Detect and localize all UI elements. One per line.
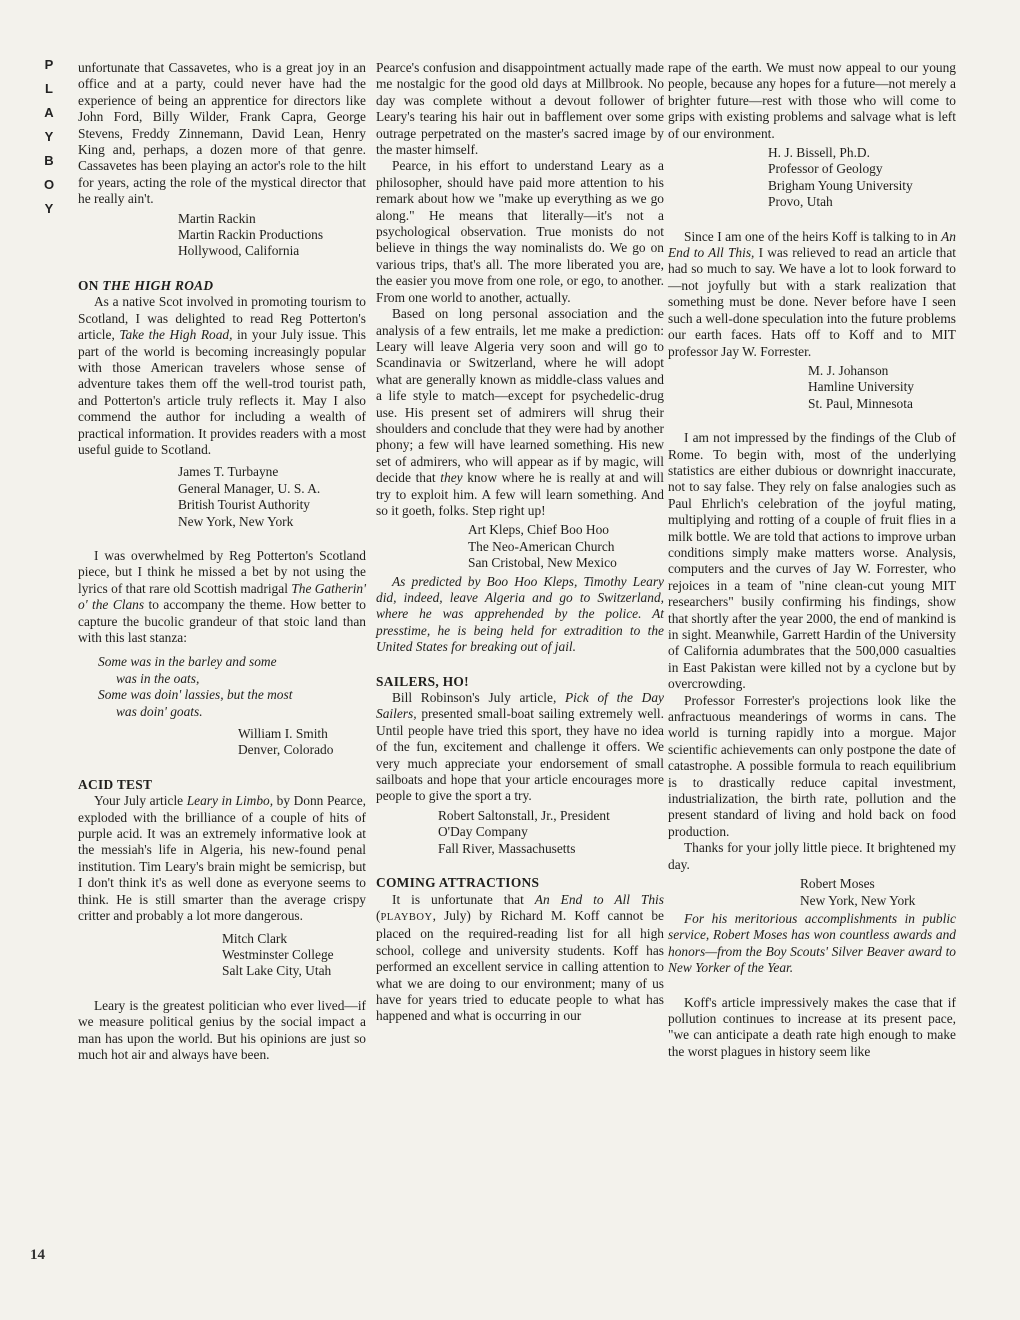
section-heading: ACID TEST <box>78 776 153 792</box>
masthead-letter: P <box>44 57 54 72</box>
signature-name: Mitch Clark <box>222 930 288 946</box>
letter-continuation: rape of the earth. We must now appeal to our young people, because any hopes for a future—not merely a brighter future—rest with those who will come to grips with existing problems and salvage what is left of our environment. <box>668 60 956 141</box>
signature-line: San Cristobal, New Mexico <box>468 555 617 571</box>
editor-note: For his meritorious accomplishments in public service, Robert Moses has won countless awards and honors—from the Boy Scouts' Silver Beaver award to New Yorker of the Year. <box>668 910 956 976</box>
signature-line: Hamline University <box>808 379 914 395</box>
letter-paragraph: Koff's article impressively makes the case that if pollution continues to increase at its present pace, "we can anticipate a death rate high enough to make the worst plagues in history seem like <box>668 994 956 1059</box>
signature-line: New York, New York <box>800 892 916 908</box>
signature-line: New York, New York <box>178 513 294 529</box>
letter-continuation: Pearce's confusion and disappointment actually made me nostalgic for the good old days at Millbrook. No day was complete without a devout follower of Leary's tearing his hair out in bafflement over some outrage perpetrated on the master's sacred image by the master himself. <box>376 60 664 158</box>
masthead-letter: O <box>43 177 55 192</box>
signature-line: St. Paul, Minnesota <box>808 395 913 411</box>
signature <box>376 808 664 857</box>
signature-line: Denver, Colorado <box>238 742 334 758</box>
signature-line: Fall River, Massachusetts <box>438 840 576 856</box>
letter-paragraph: Based on long personal association and the analysis of a few entrails, let me make a prediction: Leary will leave Algeria very soon and will go to Scandinavia or Switzerland, where he will adopt what are generally known as middle-class values and a life style to match—except for psychedelic-drug use. His present set of admirers will shrug their shoulders and conclude that they were had by another phony; a few will have learned something. His new set of admirers, who will appear as if by magic, will decide that they know where he is really at and will try to exploit him. A few will learn something. And so it goeth, folks. Step right up! <box>376 306 665 518</box>
verse-line: Some was in the barley and some <box>98 654 277 670</box>
signature <box>78 726 366 759</box>
signature <box>668 363 956 412</box>
masthead-letter: L <box>45 81 53 96</box>
column-2 <box>376 60 664 1025</box>
masthead-letter: B <box>44 153 54 168</box>
signature-line: Professor of Geology <box>768 161 883 177</box>
letter-paragraph: Since I am one of the heirs Koff is talking to in An End to All This, I was relieved to read an article that had so much to say. We have a lot to look forward to—not joyfully but with a stark realization that something must be done. Never before have I seen such a well-done speculation into the future problems our earth faces. Hats off to Koff and to MIT professor Jay W. Forrester. <box>668 228 956 359</box>
magazine-name: PLAYBOY <box>380 911 433 923</box>
page-number: 14 <box>30 1247 45 1263</box>
letter-paragraph: Professor Forrester's projections look like the anfractuous meanderings of worms in cans. The world is turning rapidly into a morgue. Major scientific achievements can only postpone the date of catastrophe. A possible formula to reach equilibrium is to drastically reduce capital investment, industrialization, the birth rate, pollution and the present standard of living and hold back on food production. <box>668 692 956 839</box>
section-heading: ON THE HIGH ROAD <box>78 277 214 293</box>
verse-line: Some was doin' lassies, but the most <box>98 687 293 703</box>
signature-line: The Neo-American Church <box>468 538 615 554</box>
signature-line: Brigham Young University <box>768 177 913 193</box>
signature-name: H. J. Bissell, Ph.D. <box>768 145 870 161</box>
signature-line: Westminster College <box>222 946 334 962</box>
letter-paragraph: Leary is the greatest politician who ever lived—if we measure political genius by the social impact a man has upon the world. But his opinions are just so much hot air and always have been. <box>78 997 366 1062</box>
masthead-letter: Y <box>44 129 54 144</box>
letter-continuation: unfortunate that Cassavetes, who is a great joy in an office and at a party, could never have had the experience of being an apprentice for directors like John Ford, Billy Wilder, Frank Capra, George Stevens, Freddy Zinnemann, David Lean, Henry King and, perhaps, a dozen more of that genre. Cassavetes has been playing an actor's role to the hilt for years, acting the role of the mystical director that he really ain't. <box>78 60 366 207</box>
signature-line: Hollywood, California <box>178 243 300 259</box>
signature <box>78 464 366 530</box>
signature-line: O'Day Company <box>438 824 528 840</box>
verse-line: was in the oats, <box>116 670 200 686</box>
masthead-letter: Y <box>44 201 54 216</box>
verse-line: was doin' goats. <box>116 703 203 719</box>
letter-paragraph: Bill Robinson's July article, Pick of the Day Sailers, presented small-boat sailing extremely well. Until people have tried this sport, they have no idea of the fun, excitement and challenge it offers. We very much appreciate your endorsement of small sailboats and hope that your article encourages more people to give the sport a try. <box>376 690 664 804</box>
letter-paragraph: It is unfortunate that An End to All This (PLAYBOY, July) by Richard M. Koff cannot be placed on the required-reading list for all high school, college and university students. Koff has performed an excellent service in calling attention to what we are doing to our environment; many of us have for years tried to educate people to what has happened and what is occurring in our <box>376 891 664 1024</box>
signature-line: General Manager, U. S. A. <box>178 480 321 496</box>
letter-paragraph: Thanks for your jolly little piece. It brightened my day. <box>668 840 956 872</box>
letter-paragraph: I am not impressed by the findings of the Club of Rome. To begin with, most of the underlying statistics are either dubious or downright inaccurate, not to say false. They rely on false analogies such as Paul Ehrlich's celebration of the joyful mating, multiplying and rotting of a couple of fruit flies in a milk bottle. We are told that actions to improve urban conditions simply make matters worse. Analysis, computers and the curves of Jay W. Forrester, who rejoices in a team of "nine clean-cut young MIT researchers" busily confirming his findings, show that shortly after the year 2000, the end of mankind is in sight. Meanwhile, Garrett Hardin of the University of California adumbrates that the 500,000 casualties in East Pakistan were killed not by a cyclone but by overcrowding. <box>668 430 956 692</box>
letter-paragraph: Your July article Leary in Limbo, by Donn Pearce, exploded with the brilliance of a couple of hits of purple acid. It was an extremely informative look at the messiah's life in Algeria, his new-found penal institution. Tim Leary's brain might be semicrisp, but I don't think it's as well done as everyone seems to think. He is still smarter than the average crispy critter and probably a lot more dangerous. <box>78 793 366 924</box>
letter-paragraph: As a native Scot involved in promoting tourism to Scotland, I was delighted to read Reg Potterton's article, Take the High Road, in your July issue. This part of the world is becoming increasingly popular with those American travelers whose sense of adventure takes them off the well-trod tourist path, and Potterton's article truly reflects it. May I also commend the author for including a wealth of practical information. It provides readers with a most useful guide to Scotland. <box>78 294 366 457</box>
signature <box>668 876 956 909</box>
signature-name: Robert Saltonstall, Jr., President <box>438 807 610 823</box>
signature <box>668 145 956 211</box>
verse-quote <box>98 654 366 720</box>
signature <box>78 931 366 980</box>
signature-name: Martin Rackin <box>178 210 256 226</box>
signature-name: Art Kleps, Chief Boo Hoo <box>468 522 609 538</box>
signature-line: Provo, Utah <box>768 194 833 210</box>
column-3 <box>668 60 956 1060</box>
signature-line: British Tourist Authority <box>178 497 310 513</box>
signature-line: Salt Lake City, Utah <box>222 963 332 979</box>
signature-line: Martin Rackin Productions <box>178 227 324 243</box>
letter-paragraph: Pearce, in his effort to understand Leary as a philosopher, should have paid more attention to his remark about how we "make up everything as we go along." He means that literally—it's not a psychological observation. True monists do not believe in things the way nominalists do. We go on various trips, that's all. The more liberated you are, the easier you move from one role, or ego, to another. From one world to another, actually. <box>376 158 664 305</box>
signature <box>78 211 366 260</box>
section-heading: COMING ATTRACTIONS <box>376 875 540 891</box>
section-heading: SAILERS, HO! <box>376 673 469 689</box>
editor-note: As predicted by Boo Hoo Kleps, Timothy Leary did, indeed, leave Algeria and go to Switzerland, where he was apprehended by the police. At presstime, he is being held for extradition to the United States for breaking out of jail. <box>376 573 664 655</box>
signature-name: William I. Smith <box>238 726 328 742</box>
letter-paragraph: I was overwhelmed by Reg Potterton's Scotland piece, but I think he missed a bet by not using the lyrics of that rare old Scottish madrigal The Gatherin' o' the Clans to accompany the theme. How better to capture the bucolic grandeur of that stoic land than with this last stanza: <box>78 547 366 645</box>
masthead-vertical <box>38 58 60 226</box>
signature-name: James T. Turbayne <box>178 464 279 480</box>
masthead-letter: A <box>44 105 54 120</box>
signature-name: M. J. Johanson <box>808 362 889 378</box>
column-1 <box>78 60 366 1063</box>
signature-name: Robert Moses <box>800 876 875 892</box>
signature <box>376 522 664 571</box>
